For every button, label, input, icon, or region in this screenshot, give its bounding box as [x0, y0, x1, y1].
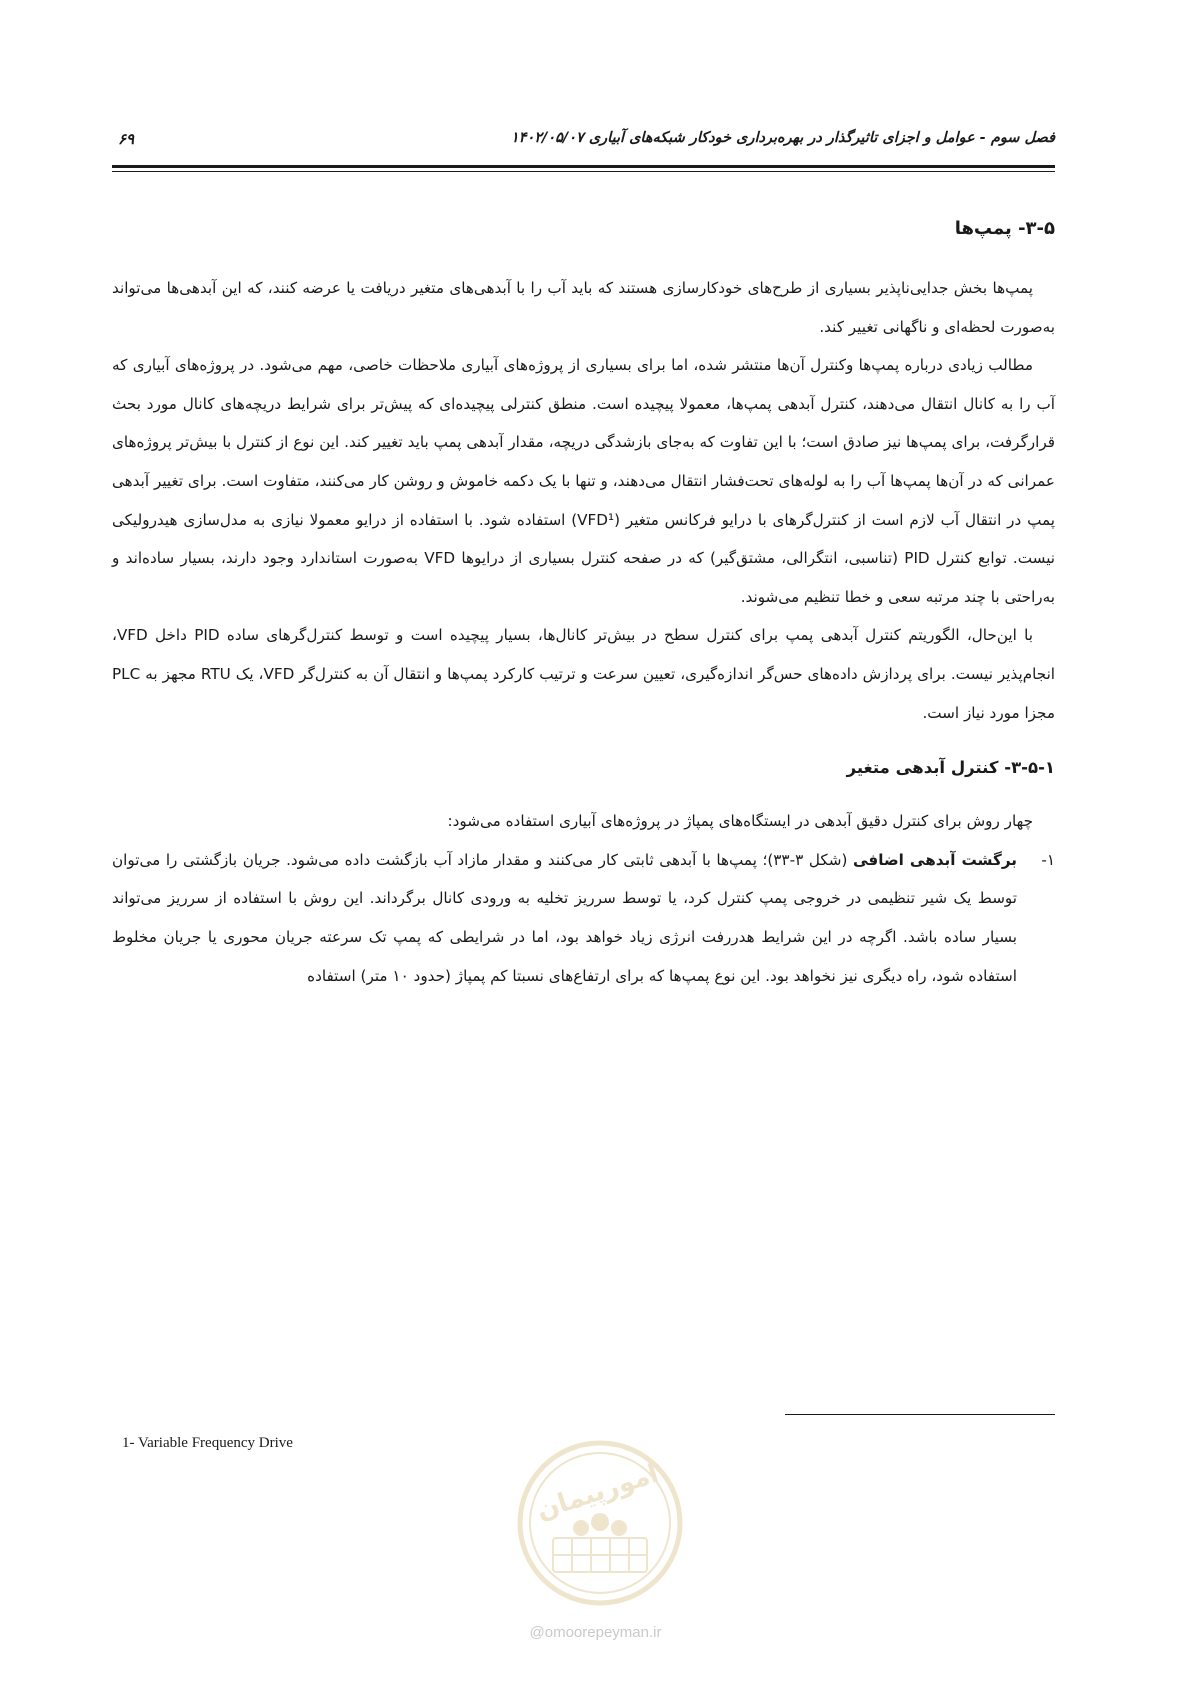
watermark-logo-text: امورپیمان [532, 1458, 663, 1527]
paragraph-2: مطالب زیادی درباره پمپ‌ها وکنترل آن‌ها منتشر شده، اما برای بسیاری از پروژه‌های آبیاری ملاحظات خاصی، مهم می‌شود. در پروژه‌های آبیاری که آب را به کانال انتقال می‌دهند، کنترل آبدهی پمپ‌ها، معمولا پیچیده است. منطق کنترلی پیچیده‌ای که پیش‌تر برای شرایط دریچه‌های کانال مورد بحث قرارگرفت، برای پمپ‌ها نیز صادق است؛ با این تفاوت که به‌جای بازشدگی دریچه، مقدار آبدهی پمپ باید تغییر کند. این نوع از کنترل با بیش‌تر پروژه‌های عمرانی که در آن‌ها پمپ‌ها آب را به لوله‌های تحت‌فشار انتقال می‌دهند، و تنها با یک دکمه خاموش و روشن کار می‌کنند، متفاوت است. برای تغییر آبدهی پمپ در انتقال آب لازم است از کنترل‌گرهای با درایو فرکانس متغیر (VFD¹) استفاده شود. با استفاده از درایو معمولا نیازی به مدل‌سازی هیدرولیکی نیست. توابع کنترل PID (تناسبی، انتگرالی، مشتق‌گیر) که در صفحه کنترل بسیاری از درایوها VFD به‌صورت استاندارد وجود دارند، بسیار ساده‌اند و به‌راحتی با چند مرتبه سعی و خطا تنظیم می‌شوند. [112, 356, 1055, 606]
list-item-text: (شکل ۳-۳۳)؛ پمپ‌ها با آبدهی ثابتی کار می‌کنند و مقدار مازاد آب بازگشت داده می‌شود. جریان بازگشتی را می‌توان توسط یک شیر تنظیمی در خروجی پمپ کنترل کرد، یا توسط سرریز تخلیه به ورودی کانال برگرداند. این روش با استفاده از سرریز می‌تواند بسیار ساده باشد. اگرچه در این شرایط هدررفت انرژی زیاد خواهد بود، اما در شرایطی که پمپ تک سرعته جریان محوری یا جریان مخلوط استفاده شود، راه دیگری نیز نخواهد بود. این نوع پمپ‌ها که برای ارتفاع‌های نسبتا کم پمپاژ (حدود ۱۰ متر) استفاده [112, 850, 1017, 985]
watermark-logo [515, 1438, 685, 1608]
watermark-url: @omoorepeyman.ir [529, 1624, 662, 1641]
paragraph-1: پمپ‌ها بخش جدایی‌ناپذیر بسیاری از طرح‌های خودکارسازی هستند که باید آب را با آبدهی‌های متغیر دریافت یا عرضه کنند، که این آبدهی‌ها می‌تواند به‌صورت لحظه‌ای و ناگهانی تغییر کند. [112, 279, 1055, 336]
list-item-label: برگشت آبدهی اضافی [852, 850, 1017, 869]
running-header [112, 126, 1055, 166]
subsection-intro: چهار روش برای کنترل دقیق آبدهی در ایستگاه‌های پمپاژ در پروژه‌های آبیاری استفاده می‌شود: [447, 812, 1033, 831]
paragraph-3: با این‌حال، الگوریتم کنترل آبدهی پمپ برای کنترل سطح در بیش‌تر کانال‌ها، بسیار پیچیده است و توسط کنترل‌گرهای ساده PID داخل VFD، انجام‌پذیر نیست. برای پردازش داده‌های حس‌گر اندازه‌گیری، تعیین سرعت و ترتیب کارکرد پمپ‌ها و انتقال آن به کنترل‌گر VFD، یک RTU مجهز به PLC مجزا مورد نیاز است. [112, 626, 1056, 722]
footnote: 1- Variable Frequency Drive [122, 1435, 293, 1451]
section-heading: ۳-۵- پمپ‌ها [954, 218, 1055, 239]
footnote-rule [785, 1414, 1055, 1415]
main-content [112, 215, 1055, 995]
list-item-number: ۱- [1041, 850, 1055, 869]
header-rule-thin [112, 171, 1055, 172]
subsection-heading: ۳-۵-۱- کنترل آبدهی متغیر [846, 758, 1055, 778]
list-item [112, 841, 1055, 995]
header-rule-thick [112, 165, 1055, 168]
page-number: ۶۹ [118, 130, 135, 148]
header-title: فصل سوم - عوامل و اجزای تاثیرگذار در بهره‌برداری خودکار شبکه‌های آبیاری ۱۴۰۲/۰۵/۰۷ [510, 130, 1055, 146]
